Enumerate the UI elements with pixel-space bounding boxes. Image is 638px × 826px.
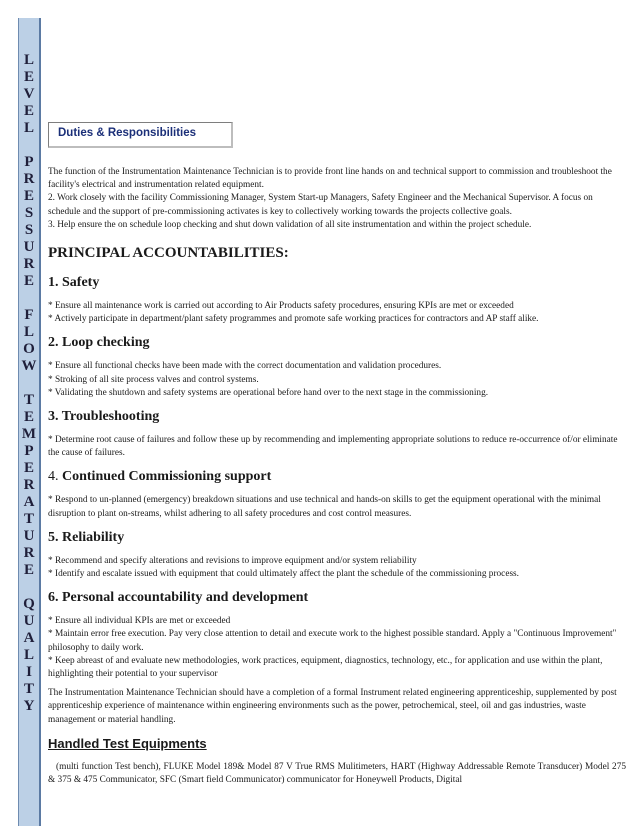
section-bullet: * Actively participate in department/plant safety programmes and promote safe working practices for contractors and AP staff alike.: [48, 314, 539, 325]
section-heading: 3. Troubleshooting: [48, 409, 160, 425]
sidebar-letter: T: [23, 511, 34, 527]
section-bullet: * Ensure all individual KPIs are met or exceeded: [48, 616, 231, 627]
sidebar-letter: M: [21, 426, 37, 442]
sidebar-letter: E: [23, 562, 34, 578]
sidebar-letter: E: [23, 409, 34, 425]
sidebar-letter: E: [23, 188, 34, 204]
document-body: [48, 166, 626, 787]
sidebar-letter: O: [23, 341, 35, 357]
section-bullet: * Recommend and specify alterations and revisions to improve equipment and/or system reliability: [48, 555, 417, 566]
sidebar-letters: [19, 52, 39, 715]
section-bullet: * Ensure all functional checks have been made with the correct documentation and validation procedures.: [48, 361, 442, 372]
section-bullet: * Determine root cause of failures and follow these up by recommending and implementing appropriate solutions to reduce re-occurrence of/or eliminate the cause of failures.: [48, 435, 618, 459]
section-bullet: * Keep abreast of and evaluate new methodologies, work practices, equipment, diagnostics, technology, etc., for application and use within the plant, highlighting their potential to your supervisor: [48, 655, 603, 680]
sidebar-letter: S: [24, 222, 34, 238]
test-equipment-paragraph: (multi function Test bench), FLUKE Model 189& Model 87 V True RMS Mulitimeters, HART (Highway Addressable Remote Transducer) Model 275 & 375 & 475 Communicator, SFC (Smart field Communicator) communicator for Honeywell Products, Digital: [48, 761, 626, 786]
sidebar-letter: P: [24, 443, 34, 459]
duties-header-title: Duties & Responsibilities: [58, 127, 197, 139]
section-bullet: * Stroking of all site process valves and control systems.: [48, 374, 259, 385]
section-heading: 5. Reliability: [48, 529, 125, 545]
sidebar-letter: E: [23, 460, 34, 476]
sidebar-letter: S: [24, 205, 34, 221]
sidebar-letter: R: [23, 256, 35, 272]
sidebar-letter: F: [24, 307, 34, 323]
sidebar-letter: V: [23, 86, 35, 102]
sidebar-banner: [18, 18, 41, 826]
sidebar-letter: I: [26, 664, 32, 680]
sidebar-letter: A: [23, 494, 35, 510]
intro-paragraph-2: 2. Work closely with the facility Commissioning Manager, System Start-up Managers, Safety Engineer and the Mechanical Supervisor. A focus on schedule and the support of pre-commissioning activates is key to collectively working towards the projects collective goals.: [48, 193, 593, 217]
sidebar-letter: T: [23, 392, 34, 408]
sidebar-letter: L: [23, 120, 34, 136]
section-bullet: * Validating the shutdown and safety systems are operational before hand over to the next stage in the commissioning.: [48, 387, 489, 398]
sidebar-letter: L: [23, 647, 34, 663]
sidebar-letter: R: [23, 545, 35, 561]
sidebar-letter: T: [23, 681, 34, 697]
sidebar-letter: L: [23, 324, 34, 340]
apprenticeship-paragraph: The Instrumentation Maintenance Technician should have a completion of a formal Instrument related engineering apprenticeship, supplemented by post apprenticeship experience of maintenance within engineering environments such as the power, petrochemical, steel, oil and gas industries, waste management or material handling.: [48, 688, 617, 725]
accountability-sections: [48, 274, 626, 681]
sidebar-letter: Q: [23, 596, 35, 612]
principal-accountabilities-heading: PRINCIPAL ACCOUNTABILITIES:: [48, 245, 289, 262]
sidebar-letter: W: [21, 358, 37, 374]
sidebar-letter: P: [24, 154, 34, 170]
section-bullet: * Maintain error free execution. Pay very close attention to detail and execute work to the highest possible standard. Apply a "Continuous Improvement" philosophy to daily work.: [48, 629, 617, 653]
section-heading: 2. Loop checking: [48, 335, 150, 351]
section-heading: 4. Continued Commissioning support: [48, 469, 272, 485]
sidebar-letter: A: [23, 630, 35, 646]
intro-paragraph-3: 3. Help ensure the on schedule loop checking and shut down validation of all site instrumentation and within the project schedule.: [48, 219, 532, 230]
sidebar-letter: E: [23, 103, 34, 119]
sidebar-letter: U: [23, 613, 35, 629]
sidebar-letter: R: [23, 171, 35, 187]
sidebar-letter: E: [23, 69, 34, 85]
sidebar-letter: U: [23, 239, 35, 255]
section-bullet: * Respond to un-planned (emergency) breakdown situations and use technical and hands-on skills to get the equipment operational with the minimal disruption to plant on-streams, whilst adhering to all safety procedures and cost control measures.: [48, 495, 601, 519]
sidebar-letter: Y: [23, 698, 35, 714]
test-equipment-heading: Handled Test Equipments: [48, 735, 207, 751]
duties-header-box: [48, 122, 233, 148]
sidebar-letter: R: [23, 477, 35, 493]
sidebar-letter: L: [23, 52, 34, 68]
section-bullet: * Ensure all maintenance work is carried out according to Air Products safety procedures, ensuring KPIs are met or exceeded: [48, 301, 514, 312]
sidebar-letter: E: [23, 273, 34, 289]
section-bullet: * Identify and escalate issued with equipment that could ultimately affect the plant the schedule of the commissioning process.: [48, 569, 519, 580]
section-heading: 1. Safety: [48, 275, 100, 291]
intro-paragraph-1: The function of the Instrumentation Maintenance Technician is to provide front line hands on and technical support to commission and troubleshoot the facility's electrical and instrumentation related equipment.: [48, 167, 612, 191]
sidebar-letter: U: [23, 528, 35, 544]
section-heading: 6. Personal accountability and development: [48, 590, 309, 606]
